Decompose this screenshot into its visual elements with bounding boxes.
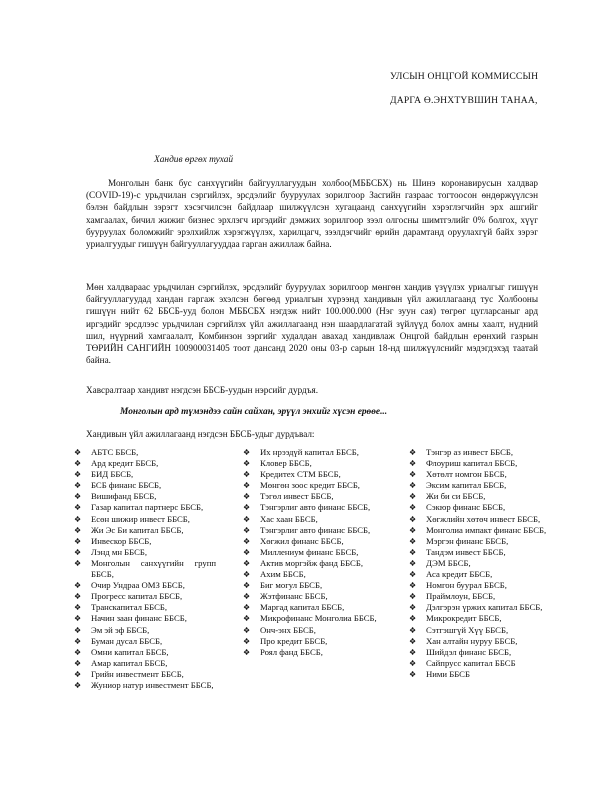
diamond-bullet-icon: ❖: [409, 470, 417, 480]
list-item: [74, 514, 216, 525]
list-item: [74, 636, 216, 647]
diamond-bullet-icon: ❖: [74, 625, 82, 635]
list-item: [243, 580, 385, 591]
diamond-bullet-icon: ❖: [243, 558, 251, 568]
organization-list-column-1: [74, 447, 216, 691]
organization-name: Миллениум финанс ББСБ,: [260, 546, 359, 557]
list-item: [74, 458, 216, 469]
organization-name: Тэнгэрлиг авто финанс ББСБ,: [260, 502, 371, 513]
list-item: [409, 669, 551, 680]
list-item: [243, 491, 385, 502]
organization-name: Ахим ББСБ,: [260, 569, 306, 580]
list-item: [74, 613, 216, 624]
list-item: [243, 525, 385, 536]
organization-name: Монголын санхүүгийн групп ББСБ,: [91, 557, 216, 580]
organization-name: Маргад капитал ББСБ,: [260, 602, 345, 613]
diamond-bullet-icon: ❖: [74, 470, 82, 480]
list-item: [409, 502, 551, 513]
organization-name: Грийн инвестмент ББСБ,: [91, 668, 184, 679]
organization-name: Жуниор натур инвестмент ББСБ,: [91, 679, 214, 690]
list-item: [409, 591, 551, 602]
list-item: [409, 647, 551, 658]
diamond-bullet-icon: ❖: [74, 525, 82, 535]
diamond-bullet-icon: ❖: [243, 503, 251, 513]
organization-name: БСБ финанс ББСБ,: [91, 480, 162, 491]
diamond-bullet-icon: ❖: [74, 669, 82, 679]
diamond-bullet-icon: ❖: [243, 614, 251, 624]
diamond-bullet-icon: ❖: [74, 448, 82, 457]
diamond-bullet-icon: ❖: [243, 525, 251, 535]
diamond-bullet-icon: ❖: [409, 503, 417, 513]
diamond-bullet-icon: ❖: [74, 658, 82, 668]
organization-name: Жи Эс Би капитал ББСБ,: [91, 524, 184, 535]
list-item: [74, 502, 216, 513]
organization-name: Тандэм инвест ББСБ,: [426, 546, 506, 557]
organization-name: Буман дусал ББСБ,: [91, 635, 163, 646]
list-item: [409, 625, 551, 636]
diamond-bullet-icon: ❖: [243, 570, 251, 580]
organization-name: Хас хаан ББСБ,: [260, 513, 318, 524]
diamond-bullet-icon: ❖: [243, 636, 251, 646]
organization-name: Сэкюр финанс ББСБ,: [426, 502, 506, 513]
organization-name: Очир Ундраа ОМЗ ББСБ,: [91, 580, 185, 591]
list-item: [409, 613, 551, 624]
list-item: [74, 680, 216, 691]
diamond-bullet-icon: ❖: [409, 592, 417, 602]
diamond-bullet-icon: ❖: [409, 581, 417, 591]
slogan: Монголын ард түмэндээ сайн сайхан, эрүүл энхийг хүсэн ерөөе...: [120, 407, 388, 417]
organization-name: Кловер ББСБ,: [260, 458, 312, 469]
list-item: [409, 480, 551, 491]
organization-name: Хөтөлт номгон ББСБ,: [426, 469, 507, 480]
list-item: [74, 602, 216, 613]
diamond-bullet-icon: ❖: [243, 592, 251, 602]
list-item: [409, 580, 551, 591]
diamond-bullet-icon: ❖: [243, 514, 251, 524]
diamond-bullet-icon: ❖: [74, 636, 82, 646]
organization-name: Ними ББСБ: [426, 668, 470, 679]
list-item: [74, 536, 216, 547]
diamond-bullet-icon: ❖: [74, 614, 82, 624]
diamond-bullet-icon: ❖: [409, 558, 417, 568]
organization-name: Праймлоун, ББСБ,: [426, 591, 496, 602]
list-item: [409, 558, 551, 569]
organization-name: Инвескор ББСБ,: [91, 535, 152, 546]
body-paragraph-2: Мөн халдвараас урьдчилан сэргийлэх, эрсдэлийг бууруулах зорилгоор мөнгөн хандив үзүүлэх уриалгыг гишүүн байгууллагуудад хандан гаргаж эхэлсэн бөгөөд уриалгын хүрээнд хандивын үйл ажиллагаанд тус Холбооны гишүүн нийт 62 ББСБ-ууд болон МББСБХ нэгдэж нийт 100.000.000 (Нэг зуун сая) төгрөг цугларсаныг ард иргэдийг эрсдлээс урьдчилан сэргийлэх үйл ажиллагаанд нэн шаардлагатай зүйлүүд болох амны хаалт, нүдний шил, нүүрний хамгаалалт, Комбинзон зэргийг худалдан аваxад хандивлаж Онцгой байдлын ерөнхий газрын ТӨРИЙН САНГИЙН 100900031405 тоот дансанд 2020 оны 03-р сарын 18-нд шилжүүлснийг мэдэгдэхэд таатай байна.: [86, 282, 538, 366]
list-item: [243, 547, 385, 558]
organization-name: Хөгжил финанс ББСБ,: [260, 535, 344, 546]
organization-name: Тэгөл инвест ББСБ,: [260, 491, 334, 502]
organization-name: Биг могул ББСБ,: [260, 580, 323, 591]
body-paragraph-1: Монголын банк бус санхүүгийн байгууллагуудын холбоо(МББСБХ) нь Шинэ коронавирусын халдвар (COVID-19)-с урьдчилан сэргийлэх, эрсдэлийг бууруулах зорилгоор Засгийн газраас тогтоосон өндөржүүлсэн бэлэн байдлын зэрэгт хэсэгчилсэн байдлаар шилжүүлсэн хугацаанд санхүүгийн хэрэглэгчийн эрх ашгийг хамгаалах, бичил жижиг бизнес эрхлэгч иргэдийг дэмжих зорилгоор зээл олгосны шимтгэлийг 0% болгох, хүүг бууруулах боломжийг эрэлхийлж хэрэгжүүлэх, харилцагч, зээлдэгчийг өрийн дарамтанд оруулахгүй байх зэрэг уриалгуудыг гишүүн байгууллагууддаа гарган ажиллаж байна.: [86, 178, 538, 250]
organization-name: Амар капитал ББСБ,: [91, 657, 168, 668]
diamond-bullet-icon: ❖: [74, 603, 82, 613]
list-item: [74, 491, 216, 502]
diamond-bullet-icon: ❖: [243, 470, 251, 480]
diamond-bullet-icon: ❖: [409, 525, 417, 535]
list-item: [74, 647, 216, 658]
list-item: [409, 525, 551, 536]
organization-name: Сайпрусс капитал ББСБ: [426, 657, 516, 668]
organization-name: Тэнгэрлиг авто финанс ББСБ,: [260, 524, 371, 535]
organization-name: Вишифанд ББСБ,: [91, 491, 157, 502]
organization-name: Газар капитал партнерс ББСБ,: [91, 502, 204, 513]
organization-name: Онч-энх ББСБ,: [260, 624, 316, 635]
organization-name: ДЭМ ББСБ,: [426, 557, 471, 568]
list-item: [74, 591, 216, 602]
list-item: [74, 580, 216, 591]
list-item: [74, 658, 216, 669]
list-item: [409, 458, 551, 469]
diamond-bullet-icon: ❖: [243, 492, 251, 502]
diamond-bullet-icon: ❖: [243, 459, 251, 469]
diamond-bullet-icon: ❖: [409, 448, 417, 457]
diamond-bullet-icon: ❖: [74, 558, 82, 568]
diamond-bullet-icon: ❖: [74, 592, 82, 602]
organization-name: Тэнгэр аз инвест ББСБ,: [426, 447, 514, 457]
list-item: [409, 469, 551, 480]
letter-subject: Хандив өргөх тухай: [154, 155, 234, 165]
diamond-bullet-icon: ❖: [409, 647, 417, 657]
list-item: [409, 658, 551, 669]
organization-name: Роял фанд ББСБ,: [260, 646, 323, 657]
list-item: [243, 502, 385, 513]
list-item: [243, 613, 385, 624]
diamond-bullet-icon: ❖: [243, 536, 251, 546]
organization-name: АБТС ББСБ,: [91, 447, 139, 457]
diamond-bullet-icon: ❖: [74, 514, 82, 524]
list-item: [243, 558, 385, 569]
organization-name: Аса кредит ББСБ,: [426, 569, 493, 580]
diamond-bullet-icon: ❖: [409, 459, 417, 469]
list-item: [409, 514, 551, 525]
organization-list-column-3: [409, 447, 551, 680]
organization-name: Мөнгөн зоос кредит ББСБ,: [260, 480, 360, 491]
list-item: [243, 536, 385, 547]
organization-name: Кредитех СТМ ББСБ,: [260, 469, 341, 480]
list-item: [243, 469, 385, 480]
organization-list-column-2: [243, 447, 385, 658]
list-item: [243, 625, 385, 636]
organization-name: Прогресс капитал ББСБ,: [91, 591, 183, 602]
list-item: [74, 547, 216, 558]
organization-name: Флоуриш капитал ББСБ,: [426, 458, 518, 469]
organization-name: Транскапитал ББСБ,: [91, 602, 168, 613]
organization-name: Лэнд мн ББСБ,: [91, 546, 148, 557]
diamond-bullet-icon: ❖: [409, 492, 417, 502]
list-item: [409, 602, 551, 613]
list-item: [409, 636, 551, 647]
diamond-bullet-icon: ❖: [409, 536, 417, 546]
diamond-bullet-icon: ❖: [74, 680, 82, 690]
diamond-bullet-icon: ❖: [409, 669, 417, 679]
list-item: [409, 447, 551, 458]
diamond-bullet-icon: ❖: [409, 625, 417, 635]
organization-name: Эм эй эф ББСБ,: [91, 624, 150, 635]
diamond-bullet-icon: ❖: [243, 547, 251, 557]
organization-name: Шийдэл финанс ББСБ,: [426, 646, 512, 657]
list-item: [243, 514, 385, 525]
diamond-bullet-icon: ❖: [409, 658, 417, 668]
organization-name: Омни капитал ББСБ,: [91, 646, 169, 657]
list-item: [243, 602, 385, 613]
list-item: [243, 480, 385, 491]
list-intro: Хандивын үйл ажиллагаанд нэгдсэн ББСБ-удыг дурдъвал:: [86, 429, 315, 439]
organization-name: БИД ББСБ,: [91, 469, 134, 480]
list-item: [74, 525, 216, 536]
list-item: [243, 447, 385, 458]
list-item: [409, 569, 551, 580]
diamond-bullet-icon: ❖: [74, 581, 82, 591]
organization-name: Дэлгэрэн үржих капитал ББСБ,: [426, 602, 543, 613]
diamond-bullet-icon: ❖: [409, 636, 417, 646]
addressee-line-2: ДАРГА Ө.ЭНХТҮВШИН ТАНАА,: [390, 95, 538, 106]
list-item: [243, 458, 385, 469]
diamond-bullet-icon: ❖: [409, 603, 417, 613]
organization-name: Начин заан финанс ББСБ,: [91, 613, 187, 624]
diamond-bullet-icon: ❖: [74, 503, 82, 513]
list-item: [243, 636, 385, 647]
diamond-bullet-icon: ❖: [74, 647, 82, 657]
list-item: [409, 547, 551, 558]
organization-name: Сэтгэшгүй Хүү ББСБ,: [426, 624, 509, 635]
diamond-bullet-icon: ❖: [409, 547, 417, 557]
diamond-bullet-icon: ❖: [74, 459, 82, 469]
addressee-line-1: УЛСЫН ОНЦГОЙ КОММИССЫН: [390, 71, 539, 82]
organization-name: Про кредит ББСБ,: [260, 635, 328, 646]
list-item: [409, 491, 551, 502]
body-paragraph-3: Хавсралтаар хандивт нэгдсэн ББСБ-уудын нэрсийг дурдъя.: [86, 385, 318, 395]
diamond-bullet-icon: ❖: [74, 547, 82, 557]
diamond-bullet-icon: ❖: [243, 647, 251, 657]
diamond-bullet-icon: ❖: [243, 625, 251, 635]
organization-name: Микрофинанс Монголиа ББСБ,: [260, 613, 377, 624]
organization-name: Ард кредит ББСБ,: [91, 458, 159, 469]
organization-name: Актив моргэйж фанд ББСБ,: [260, 557, 363, 568]
diamond-bullet-icon: ❖: [409, 514, 417, 524]
diamond-bullet-icon: ❖: [409, 614, 417, 624]
diamond-bullet-icon: ❖: [74, 481, 82, 491]
organization-name: Микрокредит ББСБ,: [426, 613, 502, 624]
organization-name: Мэргэн финанс ББСБ,: [426, 535, 509, 546]
diamond-bullet-icon: ❖: [74, 492, 82, 502]
list-item: [74, 669, 216, 680]
organization-name: Номгон буурал ББСБ,: [426, 580, 507, 591]
list-item: [74, 625, 216, 636]
list-item: [243, 591, 385, 602]
diamond-bullet-icon: ❖: [74, 536, 82, 546]
organization-name: Хан алтайн нуруу ББСБ,: [426, 635, 518, 646]
list-item: [74, 447, 216, 458]
organization-name: Монголиа импакт финанс ББСБ,: [426, 524, 547, 535]
diamond-bullet-icon: ❖: [409, 481, 417, 491]
organization-name: Их нрээдүй капитал ББСБ,: [260, 447, 359, 457]
diamond-bullet-icon: ❖: [243, 448, 251, 457]
organization-name: Есөн шижир инвест ББСБ,: [91, 513, 190, 524]
list-item: [74, 558, 216, 580]
diamond-bullet-icon: ❖: [243, 581, 251, 591]
diamond-bullet-icon: ❖: [409, 570, 417, 580]
organization-name: Жи би си ББСБ,: [426, 491, 486, 502]
organization-name: Хөгжлийн хөтөч инвест ББСБ,: [426, 513, 541, 524]
list-item: [409, 536, 551, 547]
diamond-bullet-icon: ❖: [243, 603, 251, 613]
list-item: [74, 469, 216, 480]
list-item: [243, 569, 385, 580]
list-item: [74, 480, 216, 491]
diamond-bullet-icon: ❖: [243, 481, 251, 491]
list-item: [243, 647, 385, 658]
organization-name: Эксим капитал ББСБ,: [426, 480, 507, 491]
organization-name: Жэтфинанс ББСБ,: [260, 591, 328, 602]
